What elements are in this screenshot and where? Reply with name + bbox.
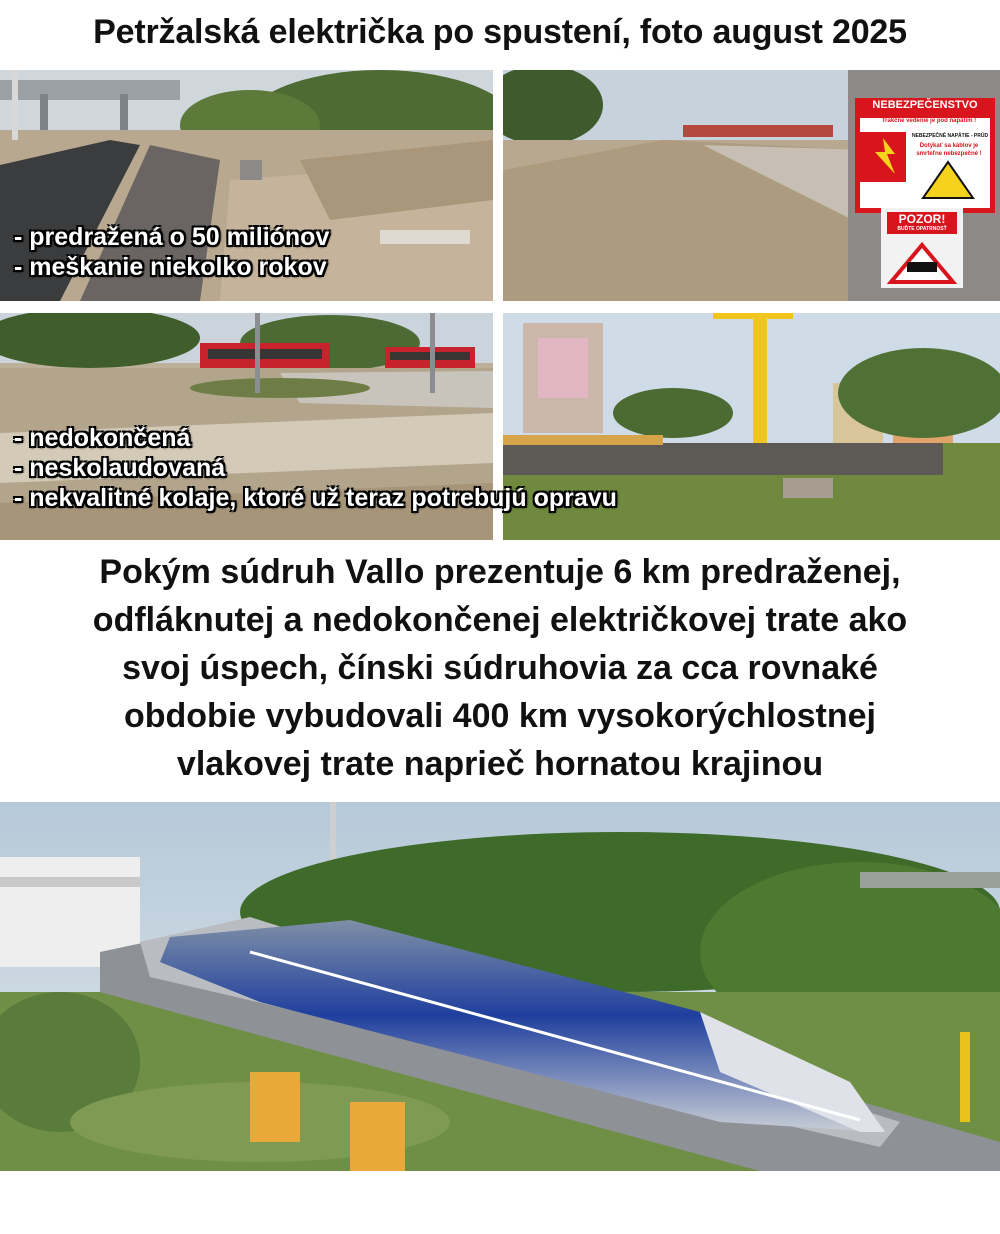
statement-line-4: obdobie vybudovali 400 km vysokorýchlostnej bbox=[123, 697, 877, 735]
main-statement bbox=[0, 548, 1000, 788]
statement-line-3: svoj úspech, čínski súdruhovia za cca rovnaké bbox=[122, 649, 878, 687]
caption-poor-rails: - nekvalitné kolaje, ktoré už teraz potrebujú opravu bbox=[14, 484, 617, 512]
statement-line-5: vlakovej trate naprieč hornatou krajinou bbox=[176, 745, 824, 783]
statement-line-2: odfláknutej a nedokončenej električkovej trate ako bbox=[92, 601, 908, 639]
sign-pozor-subtext: BUĎTE OPATRNOSŤ bbox=[897, 226, 947, 232]
sign-pozor-text: POZOR! bbox=[898, 212, 946, 226]
caption-top-left bbox=[14, 222, 329, 282]
statement-line-1: Pokým súdruh Vallo prezentuje 6 km predraženej, bbox=[99, 553, 901, 591]
photo-danger-signs bbox=[503, 70, 1000, 301]
sign-voltage-text: NEBEZPEČNÉ NAPÄTIE - PRÚD bbox=[911, 133, 989, 139]
caption-unapproved: - neskolaudovaná bbox=[14, 454, 226, 482]
photo-maglev-train bbox=[0, 802, 1000, 1171]
sign-danger-text: NEBEZPEČENSTVO bbox=[872, 99, 978, 111]
page-title: Petržalská električka po spustení, foto august 2025 bbox=[93, 13, 907, 51]
caption-delay: - meškanie niekolko rokov bbox=[14, 253, 327, 281]
caption-overpriced: - predražená o 50 miliónov bbox=[14, 223, 330, 251]
caption-middle bbox=[14, 423, 617, 513]
sign-danger-subtext: Trakčné vedenie je pod napätím ! bbox=[881, 118, 977, 124]
caption-unfinished: - nedokončená bbox=[14, 424, 191, 452]
sign-cable-warning-text: Dotýkať sa káblov je smrteľne nebezpečné ! bbox=[916, 143, 982, 157]
